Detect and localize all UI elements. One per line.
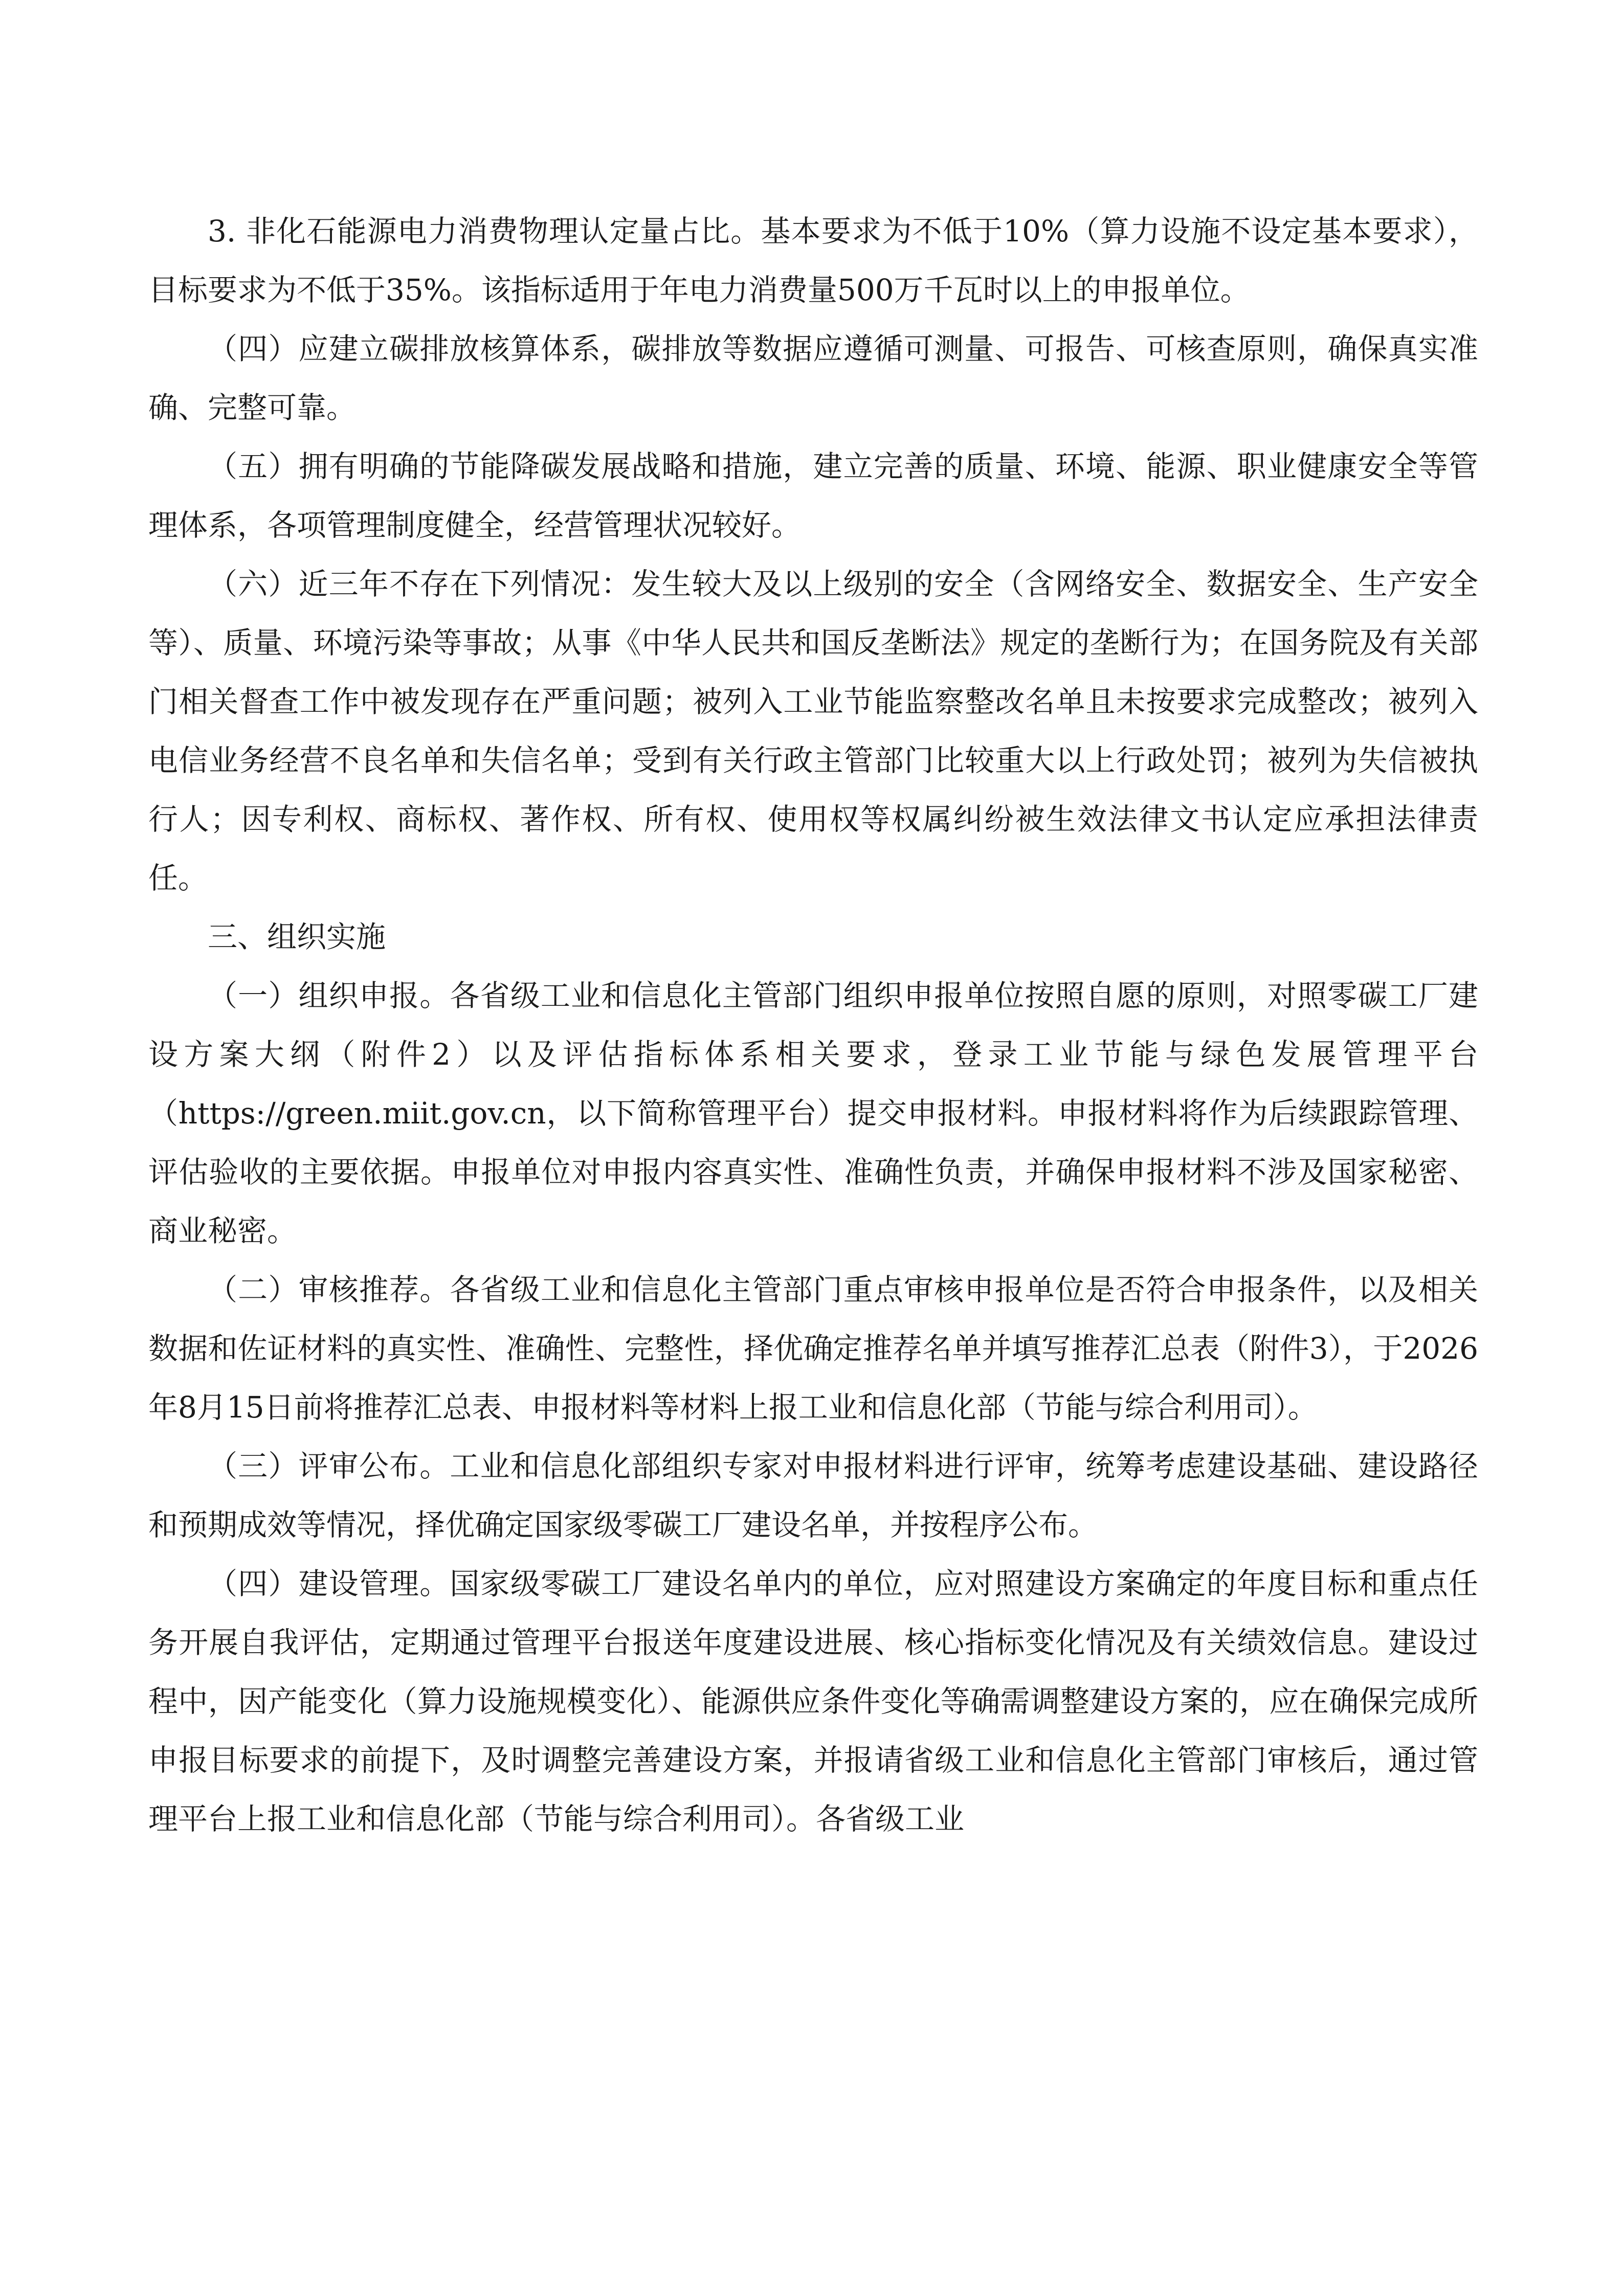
paragraph-management-system: （五）拥有明确的节能降碳发展战略和措施，建立完善的质量、环境、能源、职业健康安全等管理体系，各项管理制度健全，经营管理状况较好。 bbox=[148, 449, 1478, 543]
section-heading-implementation: 三、组织实施 bbox=[208, 919, 386, 954]
paragraph-application: （一）组织申报。各省级工业和信息化主管部门组织申报单位按照自愿的原则，对照零碳工厂建设方案大纲（附件2）以及评估指标体系相关要求，登录工业节能与绿色发展管理平台（https://green.miit.gov.cn，以下简称管理平台）提交申报材料。申报材料将作为后续跟踪管理、评估验收的主要依据。申报单位对申报内容真实性、准确性负责，并确保申报材料不涉及国家秘密、商业秘密。 bbox=[148, 978, 1478, 1248]
paragraph-evaluation-publication: （三）评审公布。工业和信息化部组织专家对申报材料进行评审，统筹考虑建设基础、建设路径和预期成效等情况，择优确定国家级零碳工厂建设名单，并按程序公布。 bbox=[148, 1449, 1478, 1542]
paragraph-carbon-accounting: （四）应建立碳排放核算体系，碳排放等数据应遵循可测量、可报告、可核查原则，确保真实准确、完整可靠。 bbox=[148, 331, 1478, 425]
paragraph-nonfossil-energy-share: 3. 非化石能源电力消费物理认定量占比。基本要求为不低于10%（算力设施不设定基本要求），目标要求为不低于35%。该指标适用于年电力消费量500万千瓦时以上的申报单位。 bbox=[148, 214, 1478, 307]
document-body bbox=[148, 202, 1478, 1849]
paragraph-construction-management: （四）建设管理。国家级零碳工厂建设名单内的单位，应对照建设方案确定的年度目标和重点任务开展自我评估，定期通过管理平台报送年度建设进展、核心指标变化情况及有关绩效信息。建设过程中，因产能变化（算力设施规模变化）、能源供应条件变化等确需调整建设方案的，应在确保完成所申报目标要求的前提下，及时调整完善建设方案，并报请省级工业和信息化主管部门审核后，通过管理平台上报工业和信息化部（节能与综合利用司）。各省级工业 bbox=[148, 1566, 1478, 1836]
paragraph-review-recommendation: （二）审核推荐。各省级工业和信息化主管部门重点审核申报单位是否符合申报条件，以及相关数据和佐证材料的真实性、准确性、完整性，择优确定推荐名单并填写推荐汇总表（附件3），于2026年8月15日前将推荐汇总表、申报材料等材料上报工业和信息化部（节能与综合利用司）。 bbox=[148, 1272, 1478, 1425]
paragraph-exclusion-conditions: （六）近三年不存在下列情况：发生较大及以上级别的安全（含网络安全、数据安全、生产安全等）、质量、环境污染等事故；从事《中华人民共和国反垄断法》规定的垄断行为；在国务院及有关部门相关督查工作中被发现存在严重问题；被列入工业节能监察整改名单且未按要求完成整改；被列入电信业务经营不良名单和失信名单；受到有关行政主管部门比较重大以上行政处罚；被列为失信被执行人；因专利权、商标权、著作权、所有权、使用权等权属纠纷被生效法律文书认定应承担法律责任。 bbox=[148, 567, 1478, 895]
